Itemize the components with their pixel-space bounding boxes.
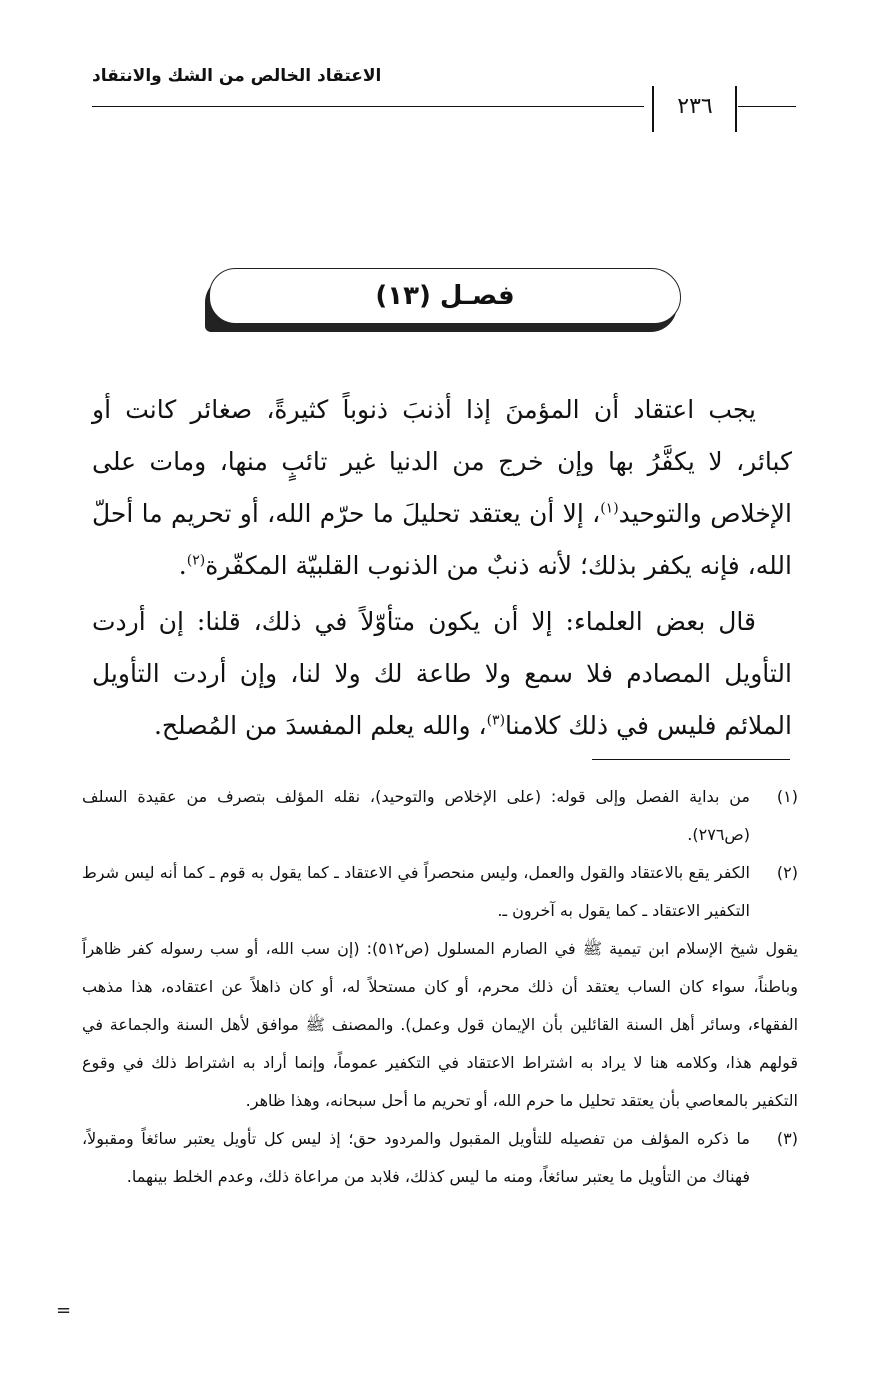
- text-line: الإخلاص والتوحيد: [618, 499, 792, 528]
- footnote-separator: [592, 759, 790, 760]
- text-line: الملائم فليس في ذلك كلامنا: [505, 711, 792, 740]
- running-header-title: الاعتقاد الخالص من الشك والانتقاد: [92, 66, 382, 86]
- section-banner: [205, 268, 683, 332]
- footnote-line: سائغاً ومقبولاً، فهناك من التأويل ما يعتبر سائغاً، ومنه ما ليس كذلك، فلابد من: [82, 1129, 750, 1186]
- footnote-ref[interactable]: (٢): [186, 552, 206, 569]
- header-divider: [735, 86, 737, 132]
- section-heading: فصـل (١٣): [375, 281, 515, 311]
- footnotes: [82, 778, 798, 1196]
- footnote-line: كما أنه ليس شرط التكفير الاعتقاد ـ كما يقول به آخرون ـ.: [82, 863, 750, 920]
- footnote-number: (١): [776, 787, 798, 806]
- text-line: ، إلا أن يعتقد تحليلَ ما حرّم الله، أو تحريم ما: [141, 499, 601, 528]
- text-line: يجب اعتقاد أن المؤمنَ إذا أذنبَ ذنوباً كثيرةً، صغائر كانت أو: [92, 395, 756, 424]
- footnote-continuation: [82, 930, 798, 1120]
- footnote-line: والمصنف ﷺ موافق لأهل السنة والجماعة في قولهم هذا، وكلامه هنا لا يراد به: [82, 1015, 798, 1072]
- text-line: قال بعض العلماء: إلا أن يكون متأوّلاً في ذلك، قلنا: إن أردت: [92, 607, 756, 636]
- margin-mark: =: [56, 1300, 72, 1321]
- banner-frame: [209, 268, 681, 324]
- text-line: كبائر، لا يكفَّرُ بها وإن خرج من الدنيا غير تائبٍ منها، ومات على: [92, 447, 792, 476]
- paragraph-2: [92, 596, 792, 752]
- footnote-text: [82, 778, 750, 854]
- header-divider: [652, 86, 654, 132]
- footnote-line: يقول شيخ الإسلام ابن تيمية ﷺ في الصارم المسلول (ص٥١٢): (إن سب الله، أو: [246, 939, 798, 958]
- footnote-line: من بداية الفصل وإلى قوله: (على الإخلاص والتوحيد)، نقله المؤلف بتصرف من: [186, 787, 751, 806]
- footnote-number: (٢): [776, 863, 798, 882]
- paragraph-1: [92, 384, 792, 592]
- footnote-line: الكفر يقع بالاعتقاد والقول والعمل، وليس منحصراً في الاعتقاد ـ كما يقول به قوم ـ: [209, 863, 750, 882]
- footnote-line: القائلين بأن الإيمان قول وعمل).: [400, 1015, 619, 1034]
- text-line: التأويل المصادم فلا سمع ولا طاعة لك ولا لنا، وإن أردت التأويل: [92, 659, 792, 688]
- footnote-text: [82, 1120, 750, 1196]
- footnote-ref[interactable]: (٣): [486, 712, 506, 729]
- footnote-number: (٣): [776, 1129, 798, 1148]
- footnote-line: عقيدة السلف (ص٢٧٦).: [82, 787, 750, 844]
- footnote-line: بالمعاصي بأن يعتقد تحليل ما حرم الله، أو تحريم ما أحل سبحانه، وهذا ظاهر.: [245, 1091, 749, 1110]
- footnote-line: سب رسوله كفر ظاهراً وباطناً، سواء كان الساب يعتقد أن ذلك محرم، أو كان: [82, 939, 798, 996]
- footnote-line: اشتراط الاعتقاد في التكفير عموماً، وإنما أراد به اشتراط ذلك في وقوع التكفير: [82, 1053, 798, 1110]
- text-line: .: [178, 551, 187, 580]
- footnote-line: ما ذكره المؤلف من تفصيله للتأويل المقبول والمردود حق؛ إذ ليس كل تأويل يعتبر: [184, 1129, 751, 1148]
- page-number: ٢٣٦: [677, 94, 713, 119]
- footnote-line: مستحلاً له، أو كان ذاهلاً عن اعتقاده، هذا مذهب الفقهاء، وسائر أهل السنة: [82, 977, 799, 1034]
- footnote: [82, 1120, 798, 1196]
- footnote: [82, 778, 798, 854]
- footnote-line: مراعاة ذلك، وعدم الخلط بينهما.: [126, 1167, 339, 1186]
- text-line: ، والله يعلم المفسدَ من المُصلح.: [153, 711, 487, 740]
- footnote: [82, 854, 798, 930]
- header-rule: [92, 106, 644, 107]
- header-rule: [738, 106, 796, 107]
- footnote-text: [82, 854, 750, 930]
- footnote-ref[interactable]: (١): [600, 500, 619, 517]
- text-line: أحلّ الله، فإنه يكفر بذلك؛ لأنه ذنبٌ من الذنوب القلبيّة المكفّرة: [92, 499, 792, 580]
